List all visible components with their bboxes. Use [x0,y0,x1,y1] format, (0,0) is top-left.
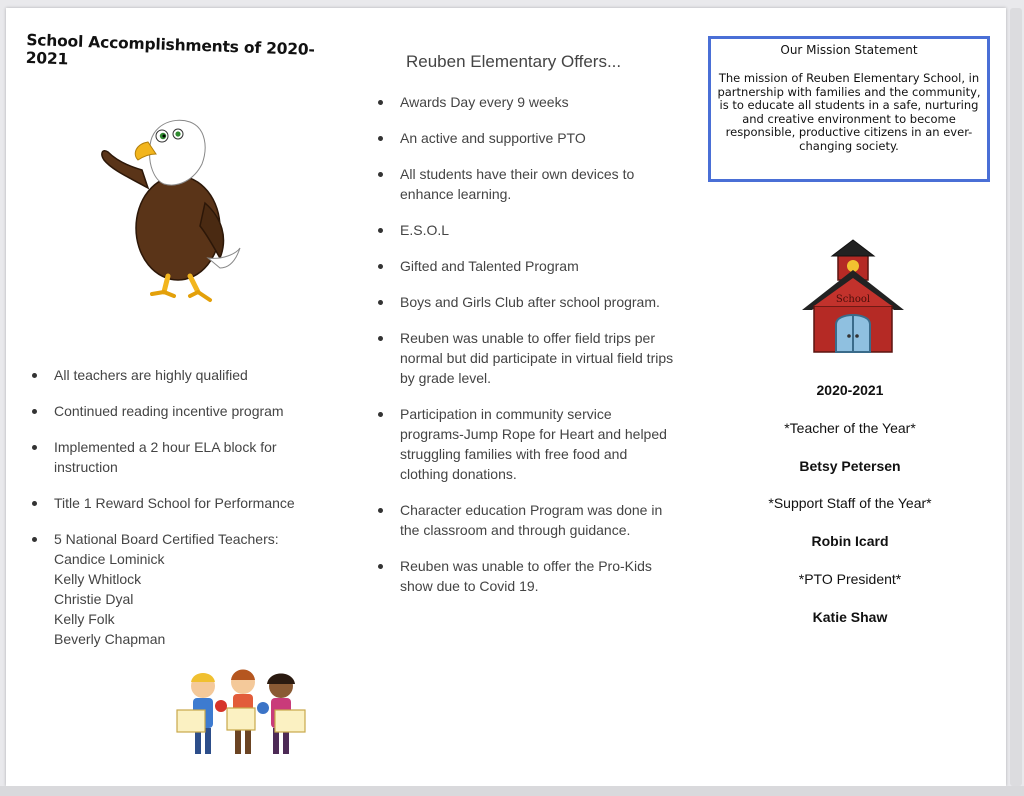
teacher-name: Beverly Chapman [54,631,166,647]
teacher-name: Candice Lominick [54,551,165,567]
mission-text: The mission of Reuben Elementary School, in partnership with families and the community, is to educate all students in a safe, nurturing and creative environment to become responsible, productive citizens in an ever-changing society. [717,71,981,153]
list-item: Participation in community service programs-Jump Rope for Heart and helped struggling families with free food and clothing donations. [374,404,674,484]
list-item: E.S.O.L [374,220,674,240]
kids-with-certificates-icon [171,664,311,764]
list-item: Character education Program was done in the classroom and through guidance. [374,500,674,540]
support-staff-name: Robin Icard [811,533,889,550]
list-item: Reuben was unable to offer the Pro-Kids show due to Covid 19. [374,556,674,596]
awards-year: 2020-2021 [816,382,884,398]
vertical-scrollbar[interactable] [1010,8,1022,786]
mission-statement-box [708,36,990,182]
list-item: All students have their own devices to enhance learning. [374,164,674,204]
offers-list [374,92,674,612]
support-staff-label: *Support Staff of the Year* [768,495,932,512]
awards-section [750,376,950,641]
brochure-page [6,8,1006,786]
schoolhouse-icon [798,236,908,356]
accomplishments-title: School Accomplishments of 2020-2021 [25,30,315,69]
list-item: Title 1 Reward School for Performance [28,493,328,513]
list-item: Reuben was unable to offer field trips per normal but did participate in virtual field trips by grade level. [374,328,674,388]
board-certified-heading: 5 National Board Certified Teachers: [54,531,279,547]
list-item: Continued reading incentive program [28,401,328,421]
window-bottom-edge [0,786,1024,796]
teacher-of-year-label: *Teacher of the Year* [784,419,916,436]
teacher-of-year-name: Betsy Petersen [799,457,901,474]
list-item: All teachers are highly qualified [28,365,328,385]
pto-president-label: *PTO President* [798,570,902,587]
school-sign-text: School [835,294,871,305]
list-item: Gifted and Talented Program [374,256,674,276]
list-item: An active and supportive PTO [374,128,674,148]
list-item: Implemented a 2 hour ELA block for instruction [28,437,328,477]
teacher-name: Christie Dyal [54,591,134,607]
list-item-board-certified [28,529,328,649]
teacher-name: Kelly Whitlock [54,571,142,587]
mission-title: Our Mission Statement [780,43,918,57]
list-item: Boys and Girls Club after school program. [374,292,674,312]
offers-title: Reuben Elementary Offers... [406,52,622,71]
list-item: Awards Day every 9 weeks [374,92,674,112]
pto-president-name: Katie Shaw [812,608,888,625]
teacher-name: Kelly Folk [54,611,115,627]
eagle-mascot-icon [90,108,250,308]
accomplishments-list [28,365,328,665]
